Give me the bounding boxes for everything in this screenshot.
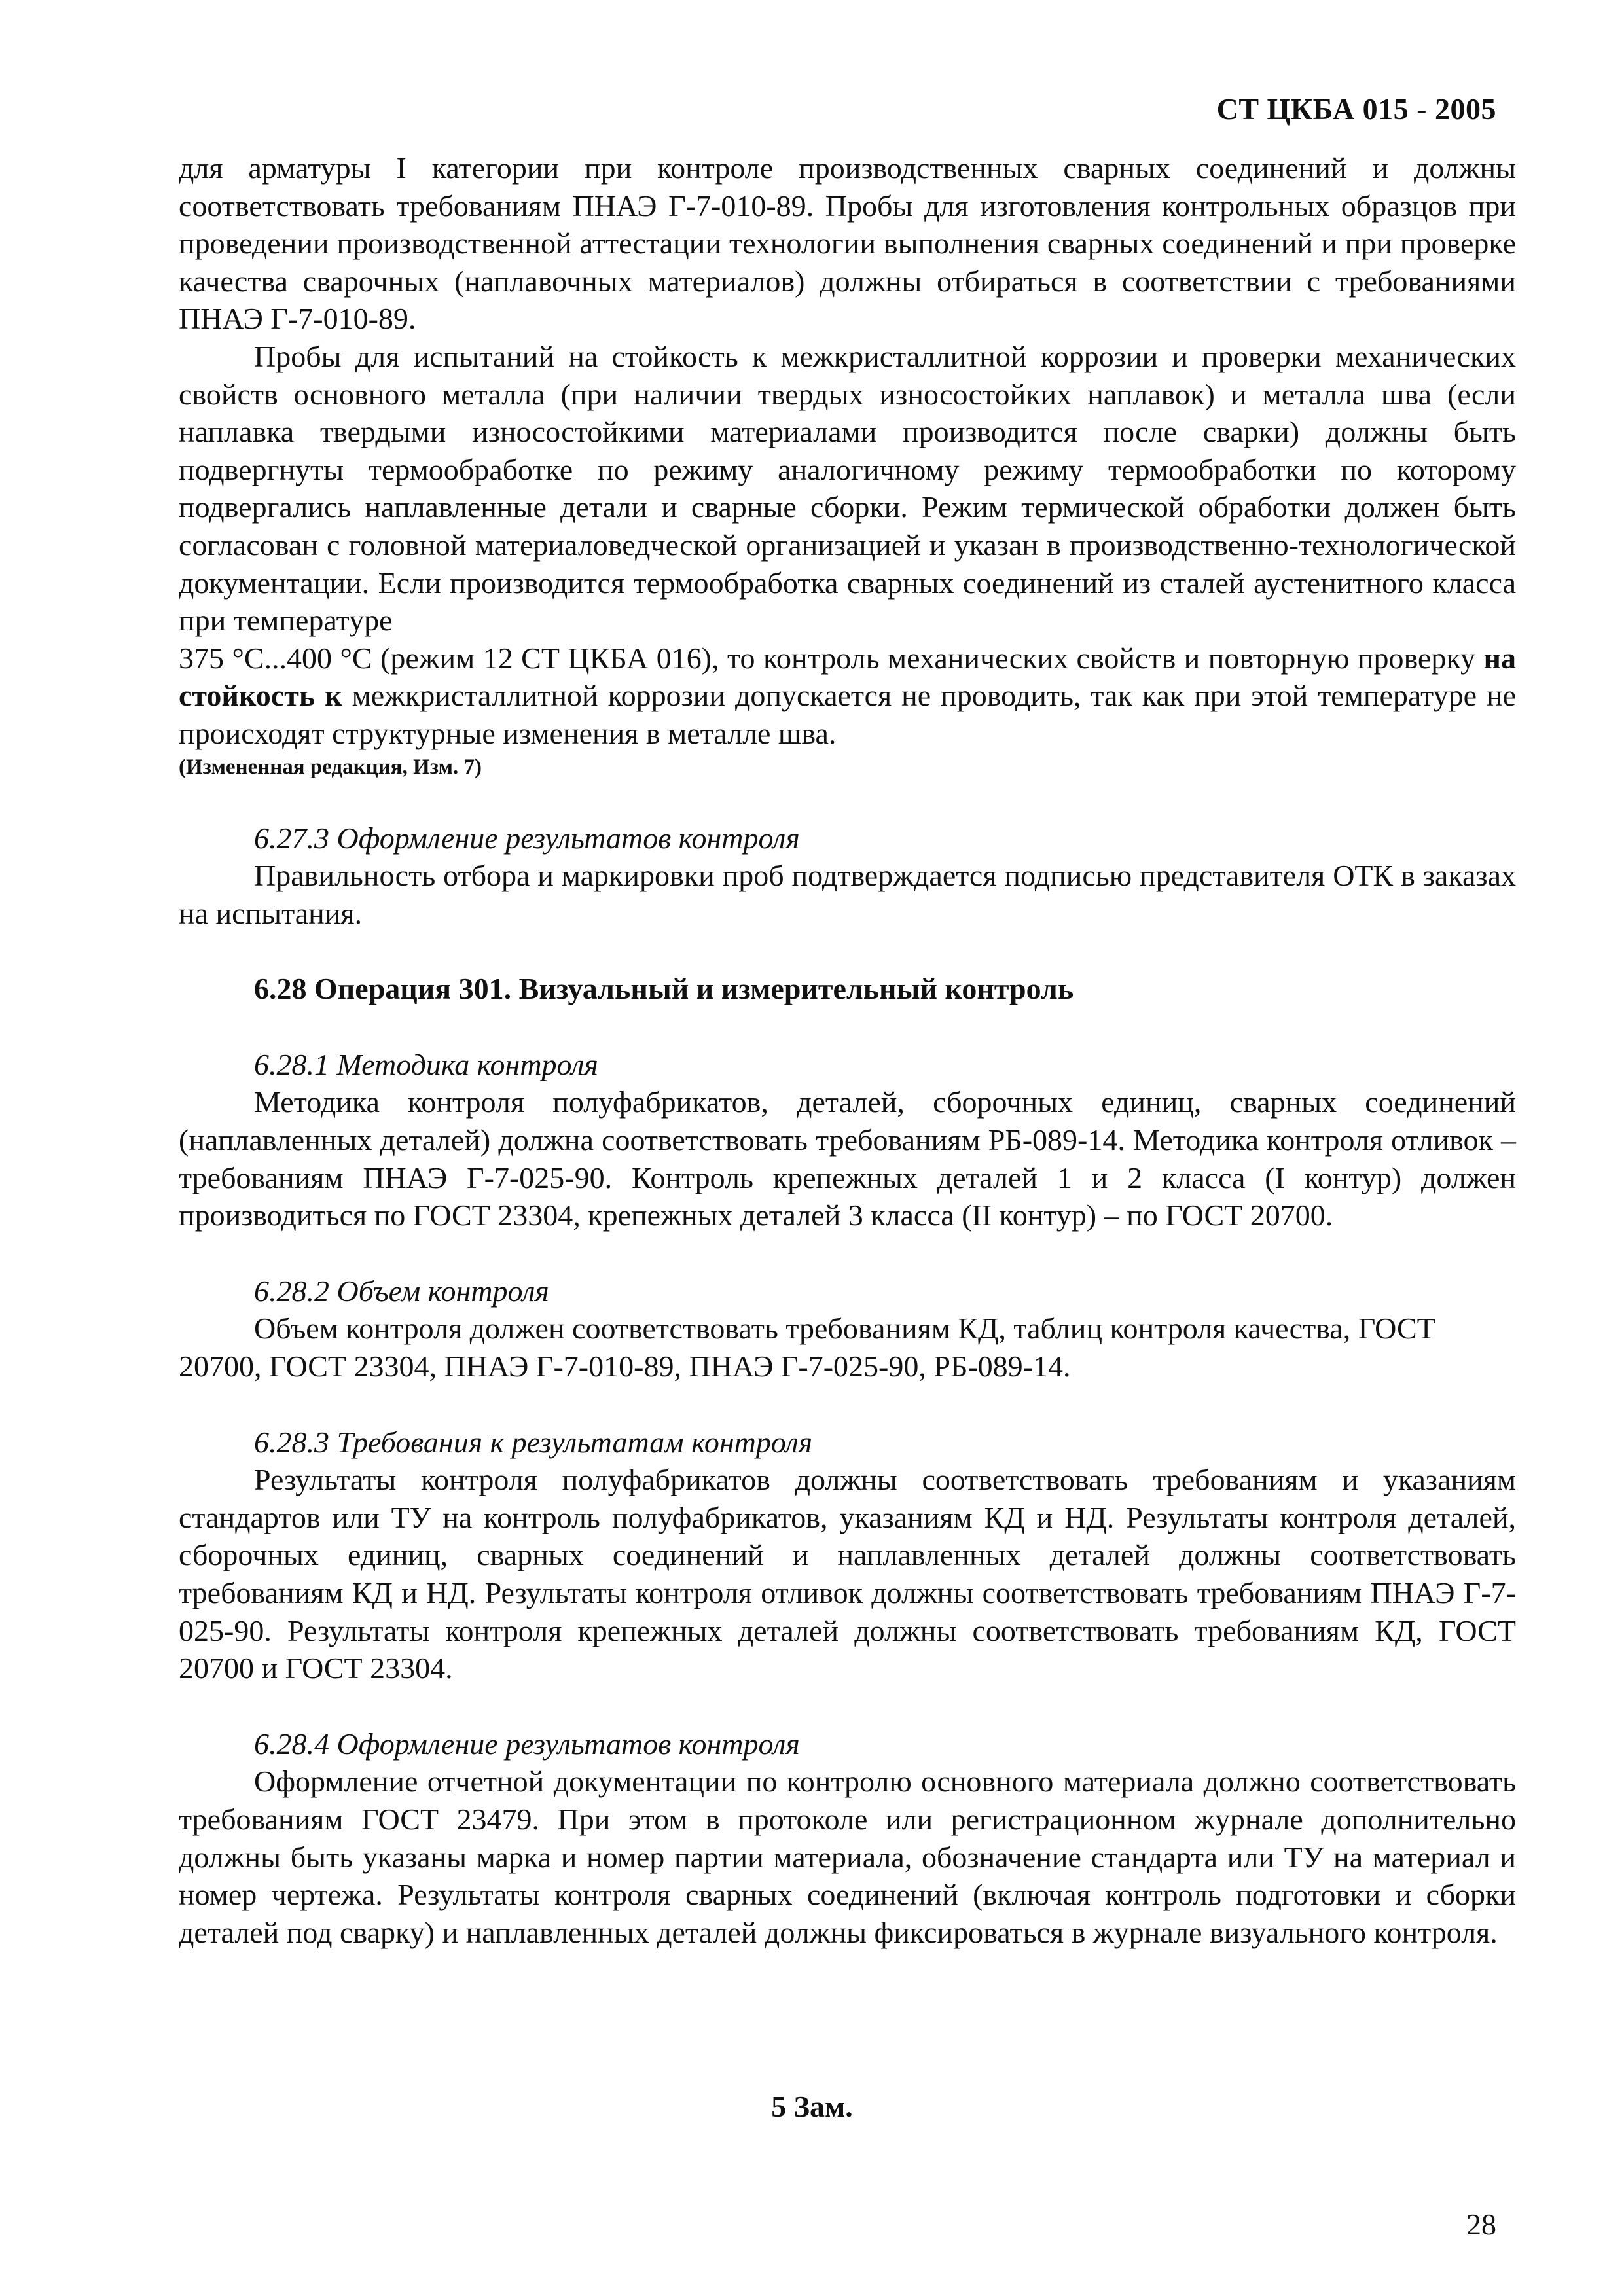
changed-edition-note: (Измененная редакция, Изм. 7) [179,755,482,779]
paragraph-continuation: для арматуры I категории при контроле производственных сварных соединений и должны соответствовать требованиям ПНАЭ Г-7-010-89. Пробы для изготовления контрольных образцов при проведении производственной аттестации технологии выполнения сварных соединений и при проверке качества сварочных (наплавочных материалов) должны отбираться в соответствии с требованиями ПНАЭ Г-7-010-89. [179,151,1516,336]
change-mark: 5 Зам. [771,2090,853,2123]
section-heading-6-28: 6.28 Операция 301. Визуальный и измерительный контроль [254,972,1074,1006]
spacer [179,932,1516,970]
spacer [179,1008,1516,1046]
paragraph-6-27-3: Правильность отбора и маркировки проб подтверждается подписью представителя ОТК в заказах на испытания. [179,859,1516,930]
paragraph-6-28-3: Результаты контроля полуфабрикатов должны соответствовать требованиям и указаниям стандартов или ТУ на контроль полуфабрикатов, указаниям КД и НД. Результаты контроля деталей, сборочных единиц, сварных соединений и наплавленных деталей должны соответствовать требованиям КД и НД. Результаты контроля отливок должны соответствовать требованиям ПНАЭ Г-7-025-90. Результаты контроля крепежных деталей должны соответствовать требованиям КД, ГОСТ 20700 и ГОСТ 23304. [179,1463,1516,1685]
subsection-heading-6-28-3: 6.28.3 Требования к результатам контроля [254,1425,813,1459]
page-number: 28 [1466,2208,1496,2241]
paragraph-6-28-2: Объем контроля должен соответствовать требованиям КД, таблиц контроля качества, ГОСТ 20700, ГОСТ 23304, ПНАЭ Г-7-010-89, ПНАЭ Г-7-025-90, РБ-089-14. [179,1312,1435,1384]
subsection-heading-6-27-3: 6.27.3 Оформление результатов контроля [254,821,800,855]
subsection-heading-6-28-4: 6.28.4 Оформление результатов контроля [254,1727,800,1761]
document-body [179,149,1516,1951]
paragraph-text: межкристаллитной коррозии допускается не проводить, так как при этой температуре не происходят структурные изменения в металле шва. [179,679,1517,750]
paragraph-text: 375 °С...400 °С (режим 12 СТ ЦКБА 016), то контроль механических свойств и повторную проверку [179,641,1476,675]
bold-phrase: на стойкость к [179,641,1516,713]
document-code-header: СТ ЦКБА 015 - 2005 [1216,92,1496,126]
subsection-heading-6-28-2: 6.28.2 Объем контроля [254,1274,549,1308]
paragraph-temperature-clause [179,639,1516,753]
spacer [179,1234,1516,1272]
spacer [179,1687,1516,1725]
spacer [179,1386,1516,1424]
paragraph-6-28-4: Оформление отчетной документации по контролю основного материала должно соответствовать требованиям ГОСТ 23479. При этом в протоколе или регистрационном журнале дополнительно должны быть указаны марка и номер партии материала, обозначение стандарта или ТУ на материал и номер чертежа. Результаты контроля сварных соединений (включая контроль подготовки и сборки деталей под сварку) и наплавленных деталей должны фиксироваться в журнале визуального контроля. [179,1765,1516,1949]
spacer [179,781,1516,819]
subsection-heading-6-28-1: 6.28.1 Методика контроля [254,1047,598,1081]
paragraph-text: Пробы для испытаний на стойкость к межкристаллитной коррозии и проверки механических свойств основного металла (при наличии твердых износостойких наплавок) и металла шва (если наплавка твердыми износостойкими материалами производится после сварки) должны быть подвергнуты термообработке по режиму аналогичному режиму термообработки по которому подвергались наплавленные детали и сварные сборки. Режим термической обработки должен быть согласован с головной материаловедческой организацией и указан в производственно-технологической документации. Если производится термообработка сварных соединений из сталей аустенитного класса при температуре [179,339,1516,637]
paragraph-6-28-1: Методика контроля полуфабрикатов, деталей, сборочных единиц, сварных соединений (наплавленных деталей) должна соответствовать требованиям РБ-089-14. Методика контроля отливок – требованиям ПНАЭ Г-7-025-90. Контроль крепежных деталей 1 и 2 класса (I контур) должен производиться по ГОСТ 23304, крепежных деталей 3 класса (II контур) – по ГОСТ 20700. [179,1085,1516,1232]
paragraph-samples-heat-treatment [179,338,1516,639]
